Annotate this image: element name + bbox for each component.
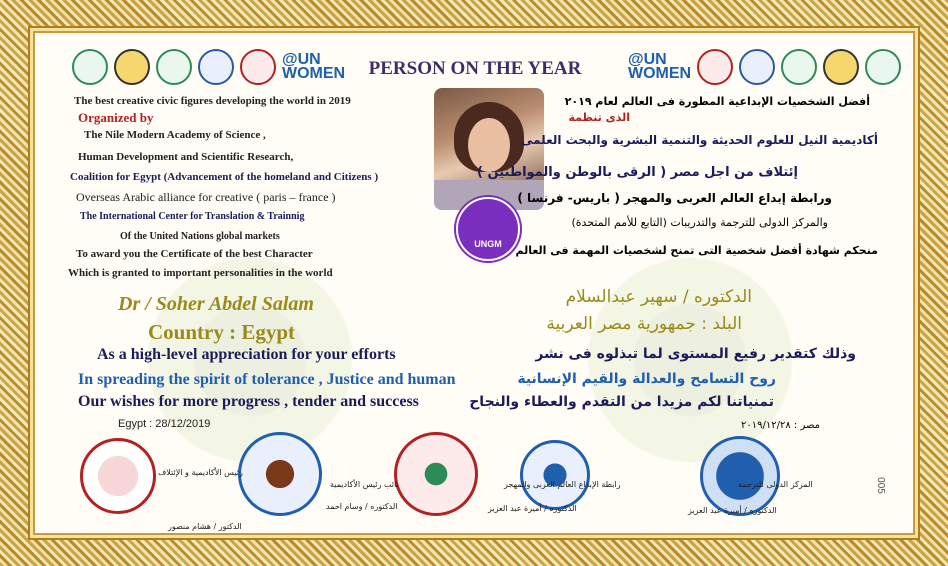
arabic-org-4: والمركز الدولى للترجمة والتدريبات (التابع للأمم المتحدة) — [571, 216, 828, 229]
afe-logo-icon — [72, 49, 108, 85]
signature-name-3: الدكتوره / أميرة عبد العزيز — [488, 504, 577, 513]
signature-name-4: الدكتوره / أميرة عبد العزيز — [688, 506, 777, 515]
egypt-eagle-logo-icon — [823, 49, 859, 85]
signature-name-2: الدكتوره / وسام احمد — [326, 502, 398, 511]
recipient-country-english: Country : Egypt — [148, 320, 296, 344]
globe-logo-icon — [156, 49, 192, 85]
english-org-2: Human Development and Scientific Research, — [78, 151, 294, 163]
recipient-country-arabic: البلد : جمهورية مصر العربية — [546, 314, 742, 334]
recipient-name-english: Dr / Soher Abdel Salam — [118, 293, 314, 315]
page-title: PERSON ON THE YEAR — [368, 58, 582, 79]
coalition-logo-icon — [697, 49, 733, 85]
arabic-org-1: أكاديمية النيل للعلوم الحديثة والتنمية البشرية والبحث العلمى — [520, 133, 878, 147]
coalition-seal-icon — [80, 438, 156, 514]
english-award-2: Which is granted to important personalities in the world — [68, 267, 333, 279]
arabic-org-2: إئتلاف من اجل مصر ( الرقى بالوطن والمواطنين ) — [477, 165, 798, 180]
recipient-name-arabic: الدكتوره / سهير عبدالسلام — [565, 287, 752, 307]
arabic-organized-by: الذى تنظمة — [568, 111, 630, 124]
english-org-5: The International Center for Translation & Trainnig — [80, 211, 305, 222]
ungm-badge-label: UNGM — [474, 239, 502, 249]
english-award-1: To award you the Certificate of the best Character — [76, 248, 313, 260]
signature-title-2: نائب رئيس الأكاديمية — [330, 480, 399, 489]
arabic-appreciation: وذلك كتقدير رفيع المستوى لما تبذلوه فى نشر — [535, 346, 856, 362]
un-women-logo-right-line2: WOMEN — [628, 65, 692, 82]
english-spreading: In spreading the spirit of tolerance , Justice and human — [78, 371, 456, 388]
english-appreciation: As a high-level appreciation for your efforts — [97, 346, 396, 363]
ungm-globe-logo-icon — [198, 49, 234, 85]
arabic-date: مصر : ٢٠١٩/١٢/٢٨ — [741, 420, 820, 431]
arab-world-creative-seal-icon — [520, 440, 590, 510]
signature-title-3: رابطة الإبداع العالم العربى والمهجر — [504, 480, 621, 489]
arabic-spreading: روح التسامح والعدالة والقيم الإنسانية — [517, 371, 776, 387]
un-women-logo-line2: WOMEN — [282, 65, 346, 82]
coalition-logo-icon — [240, 49, 276, 85]
un-women-logo-right-line1: @UN — [628, 51, 667, 68]
english-intro-line: The best creative civic figures developing the world in 2019 — [74, 95, 351, 107]
ungm-globe-logo-icon — [739, 49, 775, 85]
english-org-3: Coalition for Egypt (Advancement of the homeland and Citizens ) — [70, 171, 379, 183]
un-women-logo-right — [628, 53, 691, 81]
arabic-award: منحكم شهادة أفضل شخصية التى تمنح لشخصيات المهمة فى العالم — [515, 244, 878, 257]
nile-academy-seal-icon — [238, 432, 322, 516]
egypt-eagle-logo-icon — [114, 49, 150, 85]
arabic-wishes: تمنياتنا لكم مزيدا من التقدم والعطاء والنجاح — [469, 394, 774, 410]
english-wishes: Our wishes for more progress , tender and success — [78, 393, 419, 410]
globe-logo-icon — [781, 49, 817, 85]
international-center-seal-icon — [700, 436, 780, 516]
serial-number: 005 — [874, 477, 886, 494]
arabic-intro-line: أفضل الشخصيات الإبداعية المطورة فى العالم لعام ٢٠١٩ — [564, 95, 870, 108]
afe-logo-icon — [865, 49, 901, 85]
english-org-4: Overseas Arabic alliance for creative ( paris – france ) — [76, 190, 336, 204]
english-org-1: The Nile Modern Academy of Science , — [84, 129, 266, 141]
academy-of-sciences-seal-icon — [394, 432, 478, 516]
arabic-org-3: ورابطة إبداع العالم العربى والمهجر ( باريس- فرنسا ) — [517, 191, 832, 205]
signature-title-4: المركز الدولى للترجمة — [738, 480, 813, 489]
english-org-6: Of the United Nations global markets — [120, 231, 280, 242]
right-logo-row — [628, 46, 901, 88]
english-organized-by: Organized by — [78, 110, 154, 125]
left-logo-row — [72, 46, 345, 88]
english-date: Egypt : 28/12/2019 — [118, 418, 211, 430]
signature-title-1: رئيس الأكاديمية و الإئتلاف — [158, 468, 243, 477]
signature-name-1: الدكتور / هشام منصور — [168, 522, 242, 531]
un-women-logo-line1: @UN — [282, 51, 321, 68]
photo-face — [468, 118, 510, 172]
ungm-badge-icon — [456, 197, 520, 261]
